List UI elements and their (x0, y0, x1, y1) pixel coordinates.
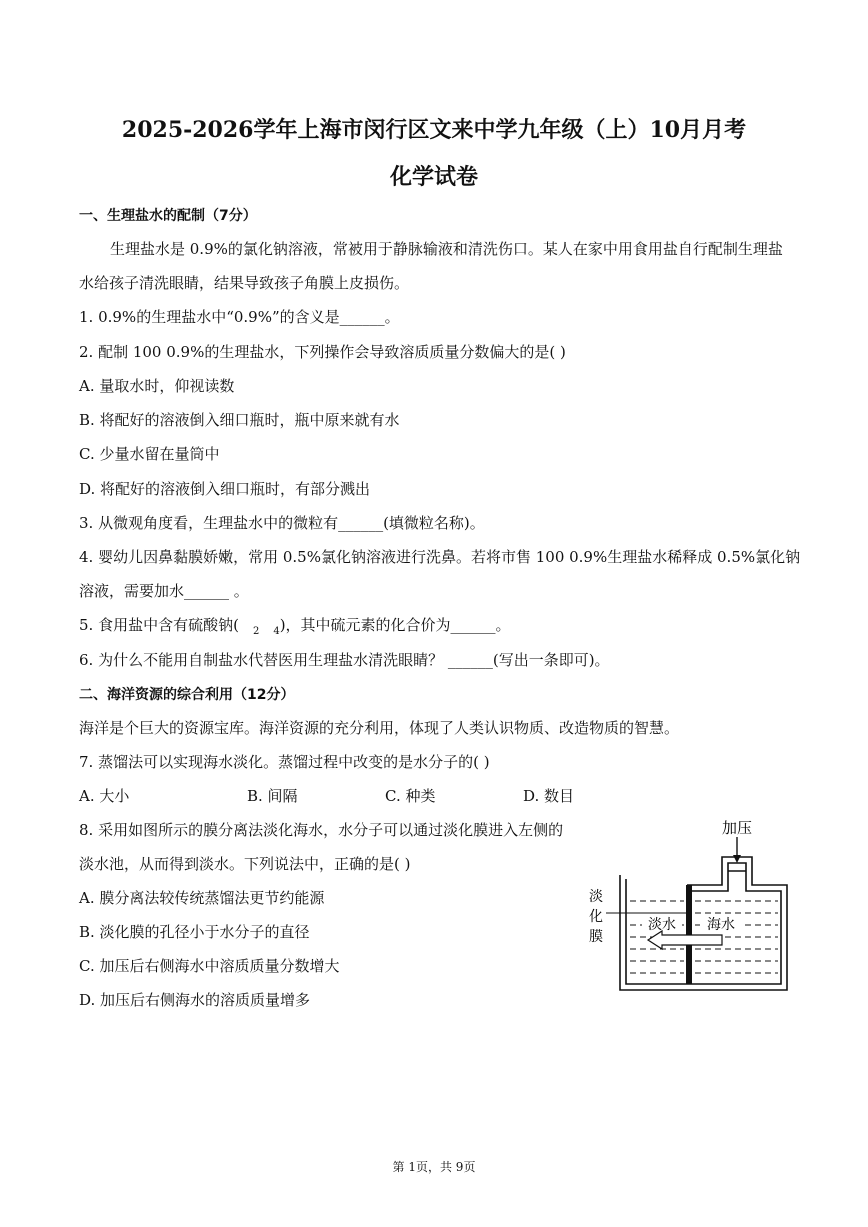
section1-heading: 一、生理盐水的配制（7分） (79, 208, 257, 224)
question-7-option-a: A. 大小 (79, 787, 130, 805)
question-7-option-b: B. 间隔 (247, 787, 298, 805)
question-8-option-c: C. 加压后右侧海水中溶质质量分数增大 (79, 957, 340, 975)
question-5-suffix: )，其中硫元素的化合价为______。 (279, 616, 511, 634)
pressure-label: 加压 (721, 819, 753, 837)
sea-water-label: 海水 (707, 917, 735, 933)
flow-arrow (648, 931, 722, 949)
exam-subject: 化学试卷 (389, 164, 478, 190)
question-7-option-d: D. 数目 (523, 787, 575, 805)
membrane-label-3: 膜 (589, 929, 603, 945)
fresh-water-label: 淡水 (648, 917, 676, 933)
question-4-line2: 溶液，需要加水______ 。 (79, 582, 249, 600)
question-2: 2. 配制 100 0.9%的生理盐水，下列操作会导致溶质质量分数偏大的是( ) (79, 343, 566, 361)
question-4-line1: 4. 婴幼儿因鼻黏膜娇嫩，常用 0.5%氯化钠溶液进行洗鼻。若将市售 100 0.9%生理盐水稀释成 0.5%氯化钠 (79, 548, 801, 566)
question-5-prefix: 5. 食用盐中含有硫酸钠( (79, 616, 239, 634)
membrane-label-2: 化 (589, 909, 603, 925)
section2-heading: 二、海洋资源的综合利用（12分） (79, 687, 295, 703)
question-5-subscript-4: 4 (273, 626, 280, 637)
page-footer: 第 1页，共 9页 (392, 1160, 476, 1174)
question-1: 1. 0.9%的生理盐水中“0.9%”的含义是______。 (79, 308, 400, 326)
question-2-option-b: B. 将配好的溶液倒入细口瓶时，瓶中原来就有水 (79, 411, 400, 429)
question-8-line2: 淡水池，从而得到淡水。下列说法中，正确的是( ) (79, 855, 411, 873)
question-2-option-c: C. 少量水留在量筒中 (79, 445, 220, 463)
membrane-separation-diagram (582, 815, 792, 995)
exam-title: 2025-2026学年上海市闵行区文来中学九年级（上）10月月考 (121, 117, 747, 143)
pressure-arrow-head (733, 855, 741, 863)
question-5 (79, 614, 511, 637)
question-6: 6. 为什么不能用自制盐水代替医用生理盐水清洗眼睛？ ______(写出一条即可)。 (79, 651, 610, 669)
question-8-line1: 8. 采用如图所示的膜分离法淡化海水，水分子可以通过淡化膜进入左侧的 (79, 821, 564, 839)
section2-intro: 海洋是个巨大的资源宝库。海洋资源的充分利用，体现了人类认识物质、改造物质的智慧。 (79, 719, 680, 737)
section1-intro-line2: 水给孩子清洗眼睛，结果导致孩子角膜上皮损伤。 (79, 274, 410, 292)
section1-intro-line1: 生理盐水是 0.9%的氯化钠溶液，常被用于静脉输液和清洗伤口。某人在家中用食用盐自行配制生理盐 (110, 240, 783, 258)
question-7-option-c: C. 种类 (385, 787, 436, 805)
question-2-option-d: D. 将配好的溶液倒入细口瓶时，有部分溅出 (79, 480, 371, 498)
question-5-subscript-2: 2 (252, 626, 260, 637)
question-8-option-d: D. 加压后右侧海水的溶质质量增多 (79, 991, 311, 1009)
question-8-option-b: B. 淡化膜的孔径小于水分子的直径 (79, 923, 310, 941)
question-3: 3. 从微观角度看，生理盐水中的微粒有______(填微粒名称)。 (79, 514, 485, 532)
membrane-label-1: 淡 (589, 889, 603, 905)
question-7: 7. 蒸馏法可以实现海水淡化。蒸馏过程中改变的是水分子的( ) (79, 753, 490, 771)
question-8-option-a: A. 膜分离法较传统蒸馏法更节约能源 (79, 889, 325, 907)
question-2-option-a: A. 量取水时，仰视读数 (79, 377, 235, 395)
